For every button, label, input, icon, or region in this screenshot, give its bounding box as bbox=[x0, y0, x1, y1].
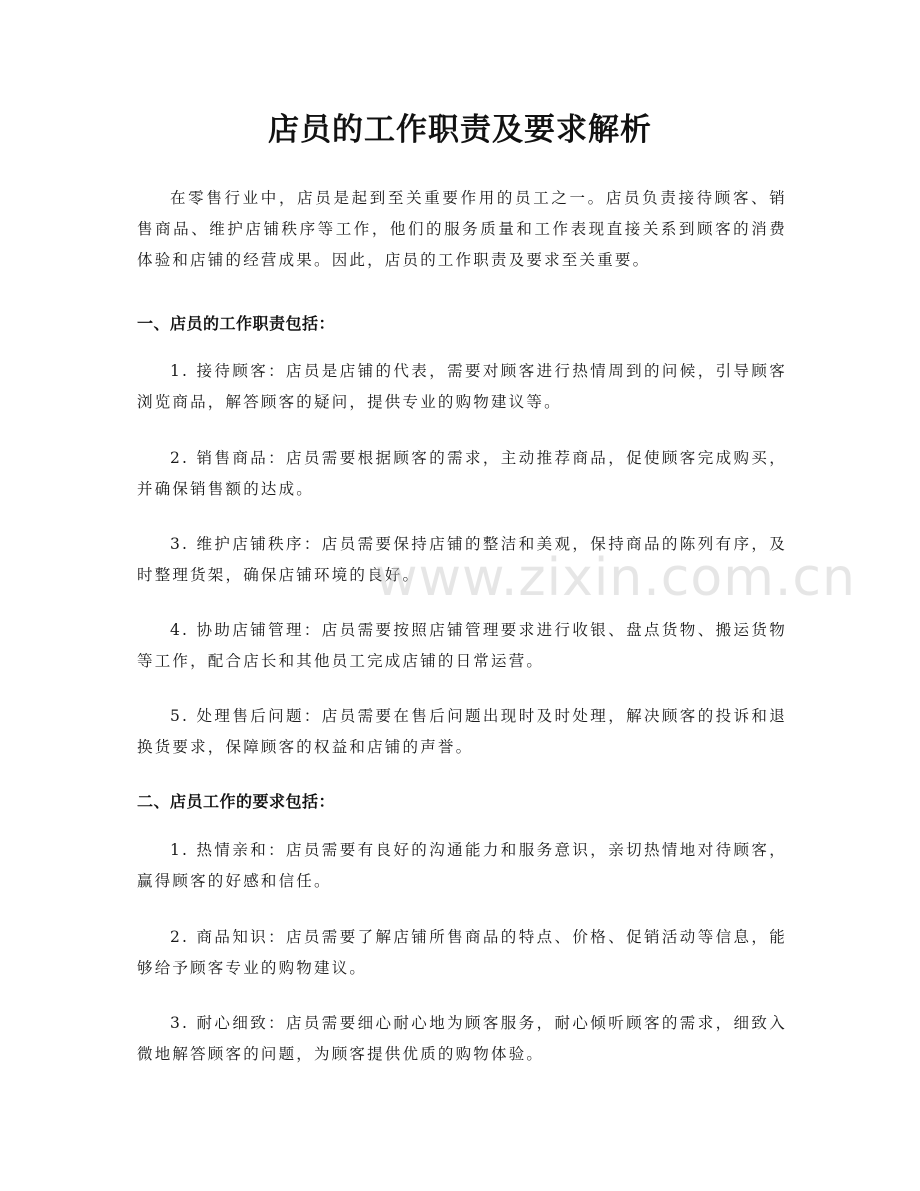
page-title: 店员的工作职责及要求解析 bbox=[268, 112, 652, 148]
section-heading-requirements: 二、店员工作的要求包括： bbox=[137, 792, 336, 811]
watermark: www.zixin.com.cn bbox=[375, 548, 856, 608]
duty-item: 2. 销售商品：店员需要根据顾客的需求，主动推荐商品，促使顾客完成购买，并确保销售额的达成。 bbox=[137, 449, 787, 498]
duty-item: 5. 处理售后问题：店员需要在售后问题出现时及时处理，解决顾客的投诉和退换货要求，保障顾客的权益和店铺的声誉。 bbox=[137, 707, 787, 756]
intro-paragraph: 在零售行业中，店员是起到至关重要作用的员工之一。店员负责接待顾客、销售商品、维护店铺秩序等工作，他们的服务质量和工作表现直接关系到顾客的消费体验和店铺的经营成果。因此，店员的工作职责及要求至关重要。 bbox=[137, 189, 787, 269]
section-heading-duties: 一、店员的工作职责包括： bbox=[137, 314, 336, 333]
requirement-item: 3. 耐心细致：店员需要细心耐心地为顾客服务，耐心倾听顾客的需求，细致入微地解答顾客的问题，为顾客提供优质的购物体验。 bbox=[137, 1014, 787, 1063]
duty-item: 3. 维护店铺秩序：店员需要保持店铺的整洁和美观，保持商品的陈列有序，及时整理货架，确保店铺环境的良好。 bbox=[137, 535, 787, 584]
requirement-item: 2. 商品知识：店员需要了解店铺所售商品的特点、价格、促销活动等信息，能够给予顾客专业的购物建议。 bbox=[137, 928, 787, 977]
requirement-item: 1. 热情亲和：店员需要有良好的沟通能力和服务意识，亲切热情地对待顾客，赢得顾客的好感和信任。 bbox=[137, 841, 787, 890]
duty-item: 4. 协助店铺管理：店员需要按照店铺管理要求进行收银、盘点货物、搬运货物等工作，配合店长和其他员工完成店铺的日常运营。 bbox=[137, 621, 787, 670]
duty-item: 1. 接待顾客：店员是店铺的代表，需要对顾客进行热情周到的问候，引导顾客浏览商品，解答顾客的疑问，提供专业的购物建议等。 bbox=[137, 362, 787, 411]
